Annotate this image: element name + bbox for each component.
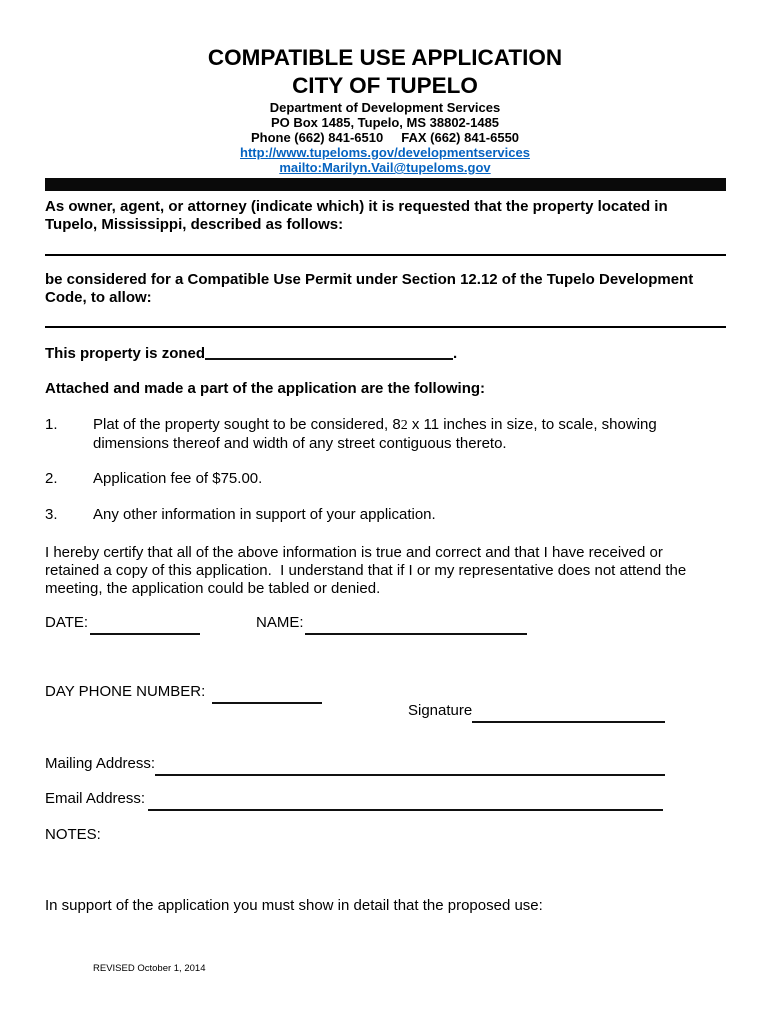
list-item-3 <box>45 506 726 524</box>
name-field-line[interactable] <box>305 633 527 635</box>
list-item-3-text: Any other information in support of your application. <box>93 506 436 523</box>
divider-bar <box>45 178 726 191</box>
email-address-line[interactable] <box>148 809 663 811</box>
permit-line1: be considered for a Compatible Use Permit under Section 12.12 of the Tupelo Development <box>45 271 694 288</box>
list-item-1-text-before: Plat of the property sought to be considered, 8 <box>93 416 401 433</box>
date-label: DATE: <box>45 614 89 631</box>
form-title-line1: COMPATIBLE USE APPLICATION <box>207 45 563 70</box>
list-item-2-number: 2. <box>45 470 58 487</box>
date-name-row <box>45 614 726 636</box>
intro-paragraph <box>45 198 735 234</box>
list-item-2 <box>45 470 726 488</box>
zoned-row <box>45 343 735 363</box>
certification-paragraph <box>45 544 735 598</box>
support-instruction: In support of the application you must show in detail that the proposed use: <box>45 897 543 914</box>
certification-line1: I hereby certify that all of the above information is true and correct and that I have received or <box>45 544 663 561</box>
form-header <box>0 44 770 175</box>
list-item-1-text-after: x 11 inches in size, to scale, showing <box>407 416 657 433</box>
form-title-line2: CITY OF TUPELO <box>292 73 478 98</box>
permit-line2: Code, to allow: <box>45 289 152 306</box>
intro-line2: Tupelo, Mississippi, described as follows: <box>45 216 344 233</box>
mailing-address-label: Mailing Address: <box>45 755 156 772</box>
intro-line1: As owner, agent, or attorney (indicate which) it is requested that the property located in <box>45 198 668 215</box>
list-item-1-number: 1. <box>45 416 58 433</box>
certification-line2: retained a copy of this application. I understand that if I or my representative does not attend the <box>45 562 687 579</box>
notes-label: NOTES: <box>45 826 101 843</box>
list-item-1 <box>45 416 726 453</box>
signature-line[interactable] <box>472 721 665 723</box>
email-address-label: Email Address: <box>45 790 146 807</box>
list-item-2-text: Application fee of $75.00. <box>93 470 263 487</box>
revision-note: REVISED October 1, 2014 <box>93 963 206 974</box>
website-link[interactable]: http://www.tupeloms.gov/developmentservices <box>240 145 530 160</box>
list-item-3-number: 3. <box>45 506 58 523</box>
mailing-address-line[interactable] <box>155 774 665 776</box>
address-line: PO Box 1485, Tupelo, MS 38802-1485 <box>270 115 500 130</box>
certification-line3: meeting, the application could be tabled or denied. <box>45 580 381 597</box>
email-address-row <box>45 790 726 812</box>
signature-label: Signature <box>408 702 473 719</box>
phone-fax-line: Phone (662) 841-6510 FAX (662) 841-6550 <box>250 130 520 145</box>
day-phone-label: DAY PHONE NUMBER: <box>45 683 206 700</box>
department-line: Department of Development Services <box>269 100 501 115</box>
day-phone-field-line[interactable] <box>212 702 322 704</box>
zoned-label: This property is zoned <box>45 345 206 362</box>
zoned-blank[interactable] <box>205 345 453 360</box>
mailing-address-row <box>45 755 726 777</box>
email-link[interactable]: mailto:Marilyn.Vail@tupeloms.gov <box>279 160 491 175</box>
date-field-line[interactable] <box>90 633 200 635</box>
signature-row <box>408 702 708 724</box>
permit-allow-line[interactable] <box>45 326 726 328</box>
zoned-period: . <box>453 345 458 362</box>
permit-paragraph <box>45 271 735 307</box>
list-item-1-fraction: 2 <box>400 418 408 433</box>
list-item-1-line2: dimensions thereof and width of any street contiguous thereto. <box>93 435 507 452</box>
name-label: NAME: <box>256 614 304 631</box>
property-description-line[interactable] <box>45 254 726 256</box>
attachments-heading: Attached and made a part of the application are the following: <box>45 380 486 397</box>
